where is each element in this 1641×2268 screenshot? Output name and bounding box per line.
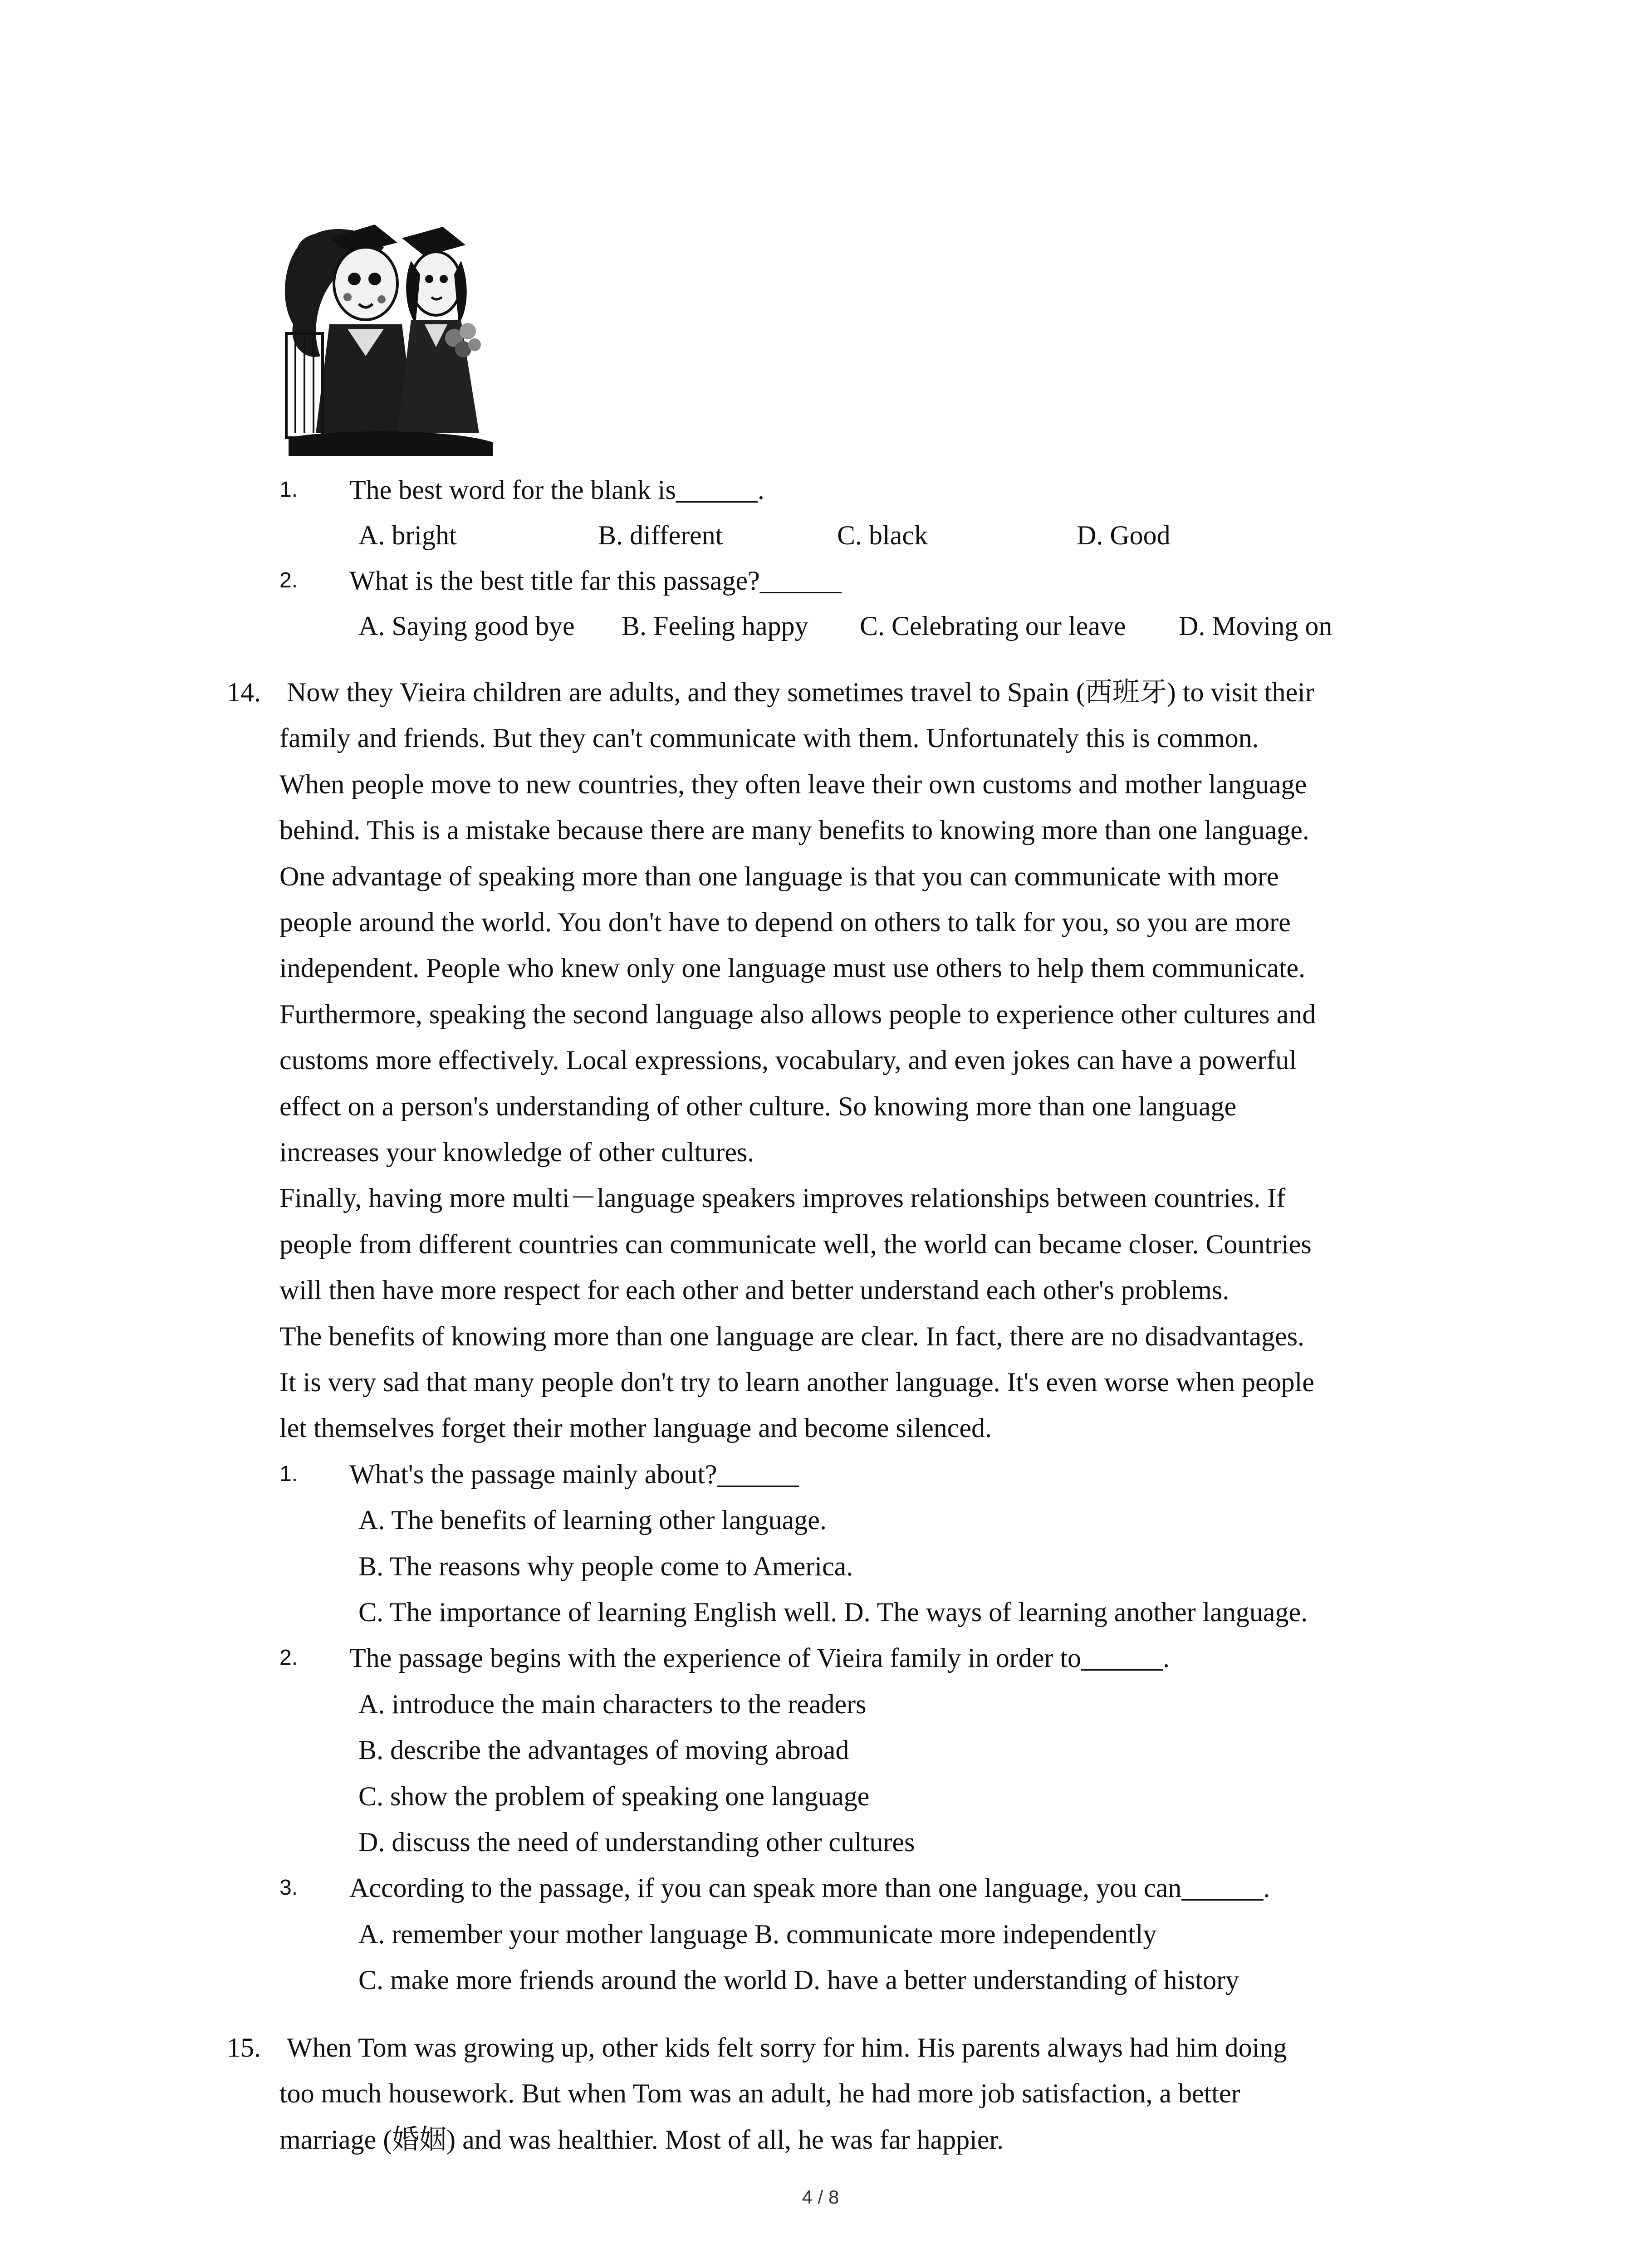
option-b: B. Feeling happy bbox=[622, 611, 808, 641]
question-text: The passage begins with the experience of Vieira family in order to______. bbox=[349, 1643, 1170, 1673]
passage-line: Now they Vieira children are adults, and they sometimes travel to Spain (西班牙) to visit their bbox=[287, 677, 1314, 707]
passage-line: family and friends. But they can't communicate with them. Unfortunately this is common. bbox=[279, 723, 1259, 753]
option-d: D. Moving on bbox=[1179, 611, 1332, 641]
passage-line: will then have more respect for each other and better understand each other's problems. bbox=[279, 1275, 1230, 1305]
passage-line: let themselves forget their mother language and become silenced. bbox=[279, 1413, 992, 1443]
passage-line: effect on a person's understanding of other culture. So knowing more than one language bbox=[279, 1091, 1237, 1121]
question-text: According to the passage, if you can speak more than one language, you can______. bbox=[349, 1873, 1270, 1903]
option-c: C. black bbox=[837, 520, 928, 550]
question-number: 2. bbox=[279, 1646, 298, 1670]
passage-line: increases your knowledge of other cultures. bbox=[279, 1137, 754, 1167]
option-line: C. make more friends around the world D. have a better understanding of history bbox=[358, 1965, 1239, 1995]
graduation-illustration bbox=[279, 220, 502, 460]
passage-line: Finally, having more multi－language speakers improves relationships between countries. If bbox=[279, 1183, 1286, 1213]
passage-line: people from different countries can communicate well, the world can became closer. Countries bbox=[279, 1229, 1312, 1259]
option-line: B. The reasons why people come to America. bbox=[358, 1551, 853, 1581]
question-number: 1. bbox=[279, 1461, 298, 1486]
passage-line: behind. This is a mistake because there are many benefits to knowing more than one language. bbox=[279, 815, 1309, 846]
passage-line: It is very sad that many people don't try to learn another language. It's even worse when people bbox=[279, 1367, 1314, 1397]
question-text: What's the passage mainly about?______ bbox=[349, 1459, 799, 1489]
option-line: C. show the problem of speaking one language bbox=[358, 1781, 870, 1811]
passage-line: customs more effectively. Local expressions, vocabulary, and even jokes can have a powerful bbox=[279, 1045, 1297, 1075]
question-number: 2. bbox=[279, 568, 298, 592]
question-number: 14. bbox=[227, 677, 261, 707]
option-line: D. discuss the need of understanding other cultures bbox=[358, 1827, 915, 1857]
option-line: A. The benefits of learning other language. bbox=[358, 1505, 827, 1535]
option-b: B. different bbox=[598, 520, 723, 550]
passage-line: When people move to new countries, they often leave their own customs and mother language bbox=[279, 769, 1307, 799]
passage-line: When Tom was growing up, other kids felt sorry for him. His parents always had him doing bbox=[287, 2033, 1287, 2063]
page-number: 4 / 8 bbox=[802, 2186, 839, 2208]
option-line: B. describe the advantages of moving abroad bbox=[358, 1735, 849, 1765]
passage-line: people around the world. You don't have to depend on others to talk for you, so you are more bbox=[279, 907, 1291, 937]
option-a: A. bright bbox=[358, 520, 457, 550]
passage-line: independent. People who knew only one language must use others to help them communicate. bbox=[279, 953, 1306, 983]
option-line: A. introduce the main characters to the readers bbox=[358, 1689, 867, 1719]
option-line: C. The importance of learning English well. D. The ways of learning another language. bbox=[358, 1597, 1308, 1627]
question-number: 3. bbox=[279, 1876, 298, 1900]
question-text: What is the best title far this passage?______ bbox=[349, 566, 842, 596]
option-c: C. Celebrating our leave bbox=[860, 611, 1126, 641]
question-text: The best word for the blank is______. bbox=[349, 475, 764, 505]
passage-line: The benefits of knowing more than one language are clear. In fact, there are no disadvantages. bbox=[279, 1321, 1305, 1351]
passage-line: too much housework. But when Tom was an adult, he had more job satisfaction, a better bbox=[279, 2078, 1240, 2109]
passage-line: One advantage of speaking more than one language is that you can communicate with more bbox=[279, 861, 1279, 891]
passage-line: Furthermore, speaking the second language also allows people to experience other cultures and bbox=[279, 999, 1316, 1029]
question-number: 1. bbox=[279, 478, 298, 502]
option-a: A. Saying good bye bbox=[358, 611, 575, 641]
option-d: D. Good bbox=[1077, 520, 1171, 550]
option-line: A. remember your mother language B. communicate more independently bbox=[358, 1919, 1157, 1949]
passage-line: marriage (婚姻) and was healthier. Most of all, he was far happier. bbox=[279, 2124, 1004, 2155]
question-number: 15. bbox=[227, 2033, 261, 2063]
